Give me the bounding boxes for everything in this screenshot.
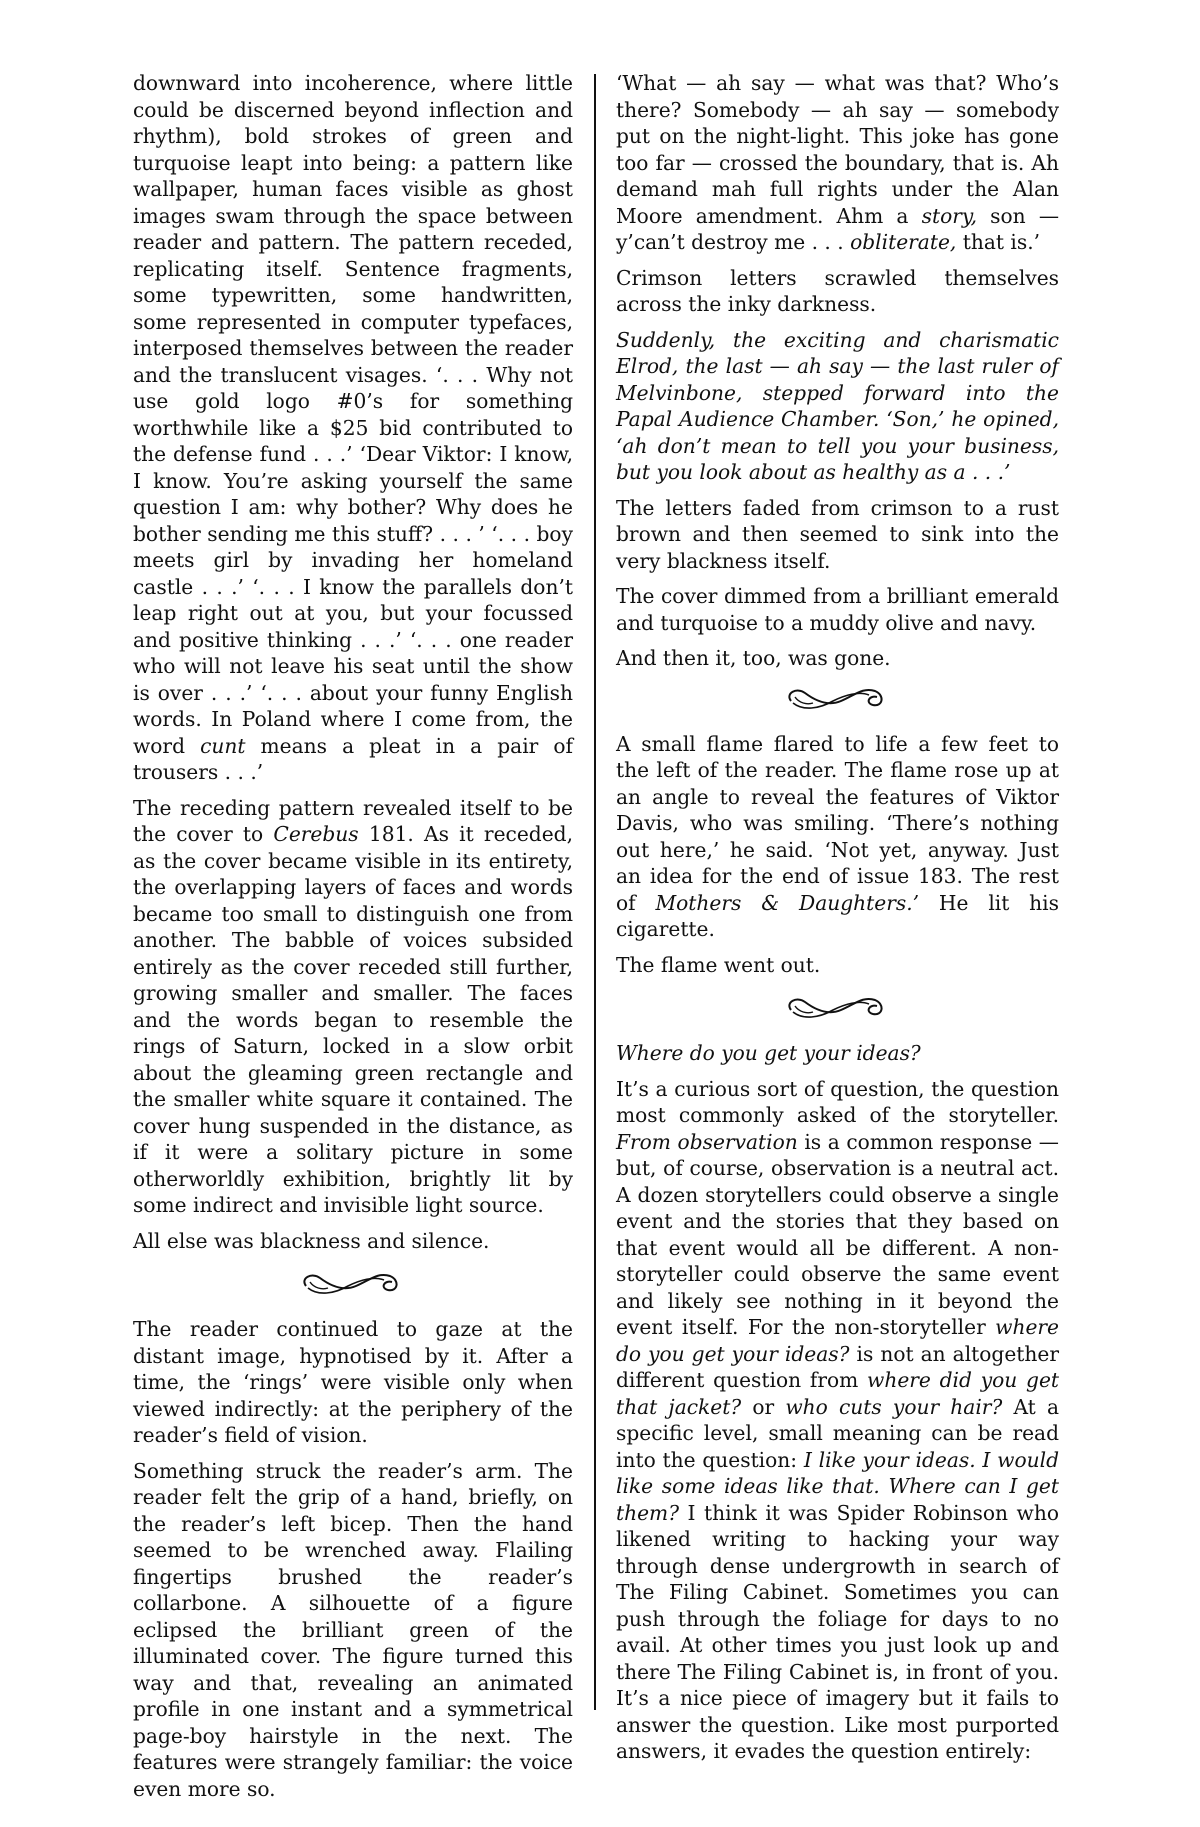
text-run: that is.’: [962, 230, 1041, 254]
text-run: He lit his cigarette.: [616, 890, 1059, 941]
text-run: At a specific level, small meaning can be read into the question:: [616, 1394, 1059, 1472]
left-column: [133, 70, 573, 1811]
italic-text: cunt: [200, 733, 246, 758]
text-run: 181. As it receded, as the cover became visible in its entirety, the overlapping layers of faces and words became too small to distinguish one from another. The babble of voices subsided entirely as the cover receded still further, growing smaller and smaller. The faces and the words began to resemble the rings of Saturn, locked in a slow orbit about the gleaming green rectangle and the smaller white square it contained. The cover hung suspended in the distance, as if it were a solitary picture in some otherworldly exhibition, brightly lit by some indirect and invisible light source.: [133, 822, 573, 1217]
text-run: downward into incoherence, where little could be discerned beyond inflection and rhythm), bold strokes of green and turquoise leapt into being: a pattern like wallpaper, human faces visible as ghost images swam through the space between reader and pattern. The pattern receded, replicating itself. Sentence fragments, some typewritten, some handwritten, some represented in computer typefaces, interposed themselves between the reader and the translucent visages. ‘. . . Why not use gold logo #0’s for something worthwhile like a $25 bid contributed to the defense fund . . .’ ‘Dear Viktor: I know, I know. You’re asking yourself the same question I am: why bother? Why does he bother sending me this stuff? . . . ’ ‘. . . boy meets girl by invading her homeland castle . . .’ ‘. . . I know the parallels don’t leap right out at you, but your focussed and positive thinking . . .’ ‘. . . one reader who will not leave his seat until the show is over . . .’ ‘. . . about your funny English words. In Poland where I come from, the word: [133, 71, 573, 758]
paragraph: [133, 795, 573, 1219]
paragraph: The reader continued to gaze at the distant image, hypnotised by it. After a time, the ‘rings’ were visible only when viewed indirectly: at the periphery of the reader’s field of vision.: [133, 1317, 573, 1447]
text-run: It’s a curious sort of question, the question most commonly asked of the storyteller.: [616, 1076, 1059, 1127]
text-run: is not an altogether different question from: [616, 1341, 1060, 1392]
text-run: ‘What — ah say — what was that? Who’s there? Somebody — ah say — somebody put on the night-light. This joke has gone too far — crossed the boundary, that is. Ah demand mah full rights under the Alan Moore amendment. Ahm a: [616, 71, 1059, 228]
paragraph: [133, 70, 573, 786]
column-divider: [594, 74, 596, 1710]
scroll-flourish-icon: [298, 1266, 408, 1300]
paragraph: The cover dimmed from a brilliant emerald and turquoise to a muddy olive and navy.: [616, 584, 1059, 635]
paragraph: [616, 70, 1059, 256]
section-question-heading: Where do you get your ideas?: [616, 1041, 921, 1065]
italic-text: where do you get your ideas?: [616, 1315, 1059, 1366]
paragraph: The flame went out.: [616, 952, 821, 977]
right-column: [616, 70, 1059, 1774]
text-run: A small flame flared to life a few feet to the left of the reader. The flame rose up at an angle to reveal the features of Viktor Davis, who was smiling. ‘There’s nothing out here,’ he said. ‘Not yet, anyway. Just an idea for the end of issue 183. The rest of: [616, 731, 1059, 915]
scroll-flourish-icon: [783, 681, 893, 715]
italic-text: where did you get that jacket?: [616, 1368, 1059, 1419]
italic-paragraph: [616, 327, 1059, 486]
text-run: I think it was Spider Robinson who likened writing to hacking your way through dense undergrowth in search of The Filing Cabinet. Sometimes you can push through the foliage for days to no avail. At other times you just look up and there The Filing Cabinet is, in front of you. It’s a nice piece of imagery but it fails to answer the question. Like most purported answers, it evades the question entirely:: [616, 1500, 1059, 1763]
text-run: The receding pattern revealed itself to be the cover to: [133, 795, 573, 846]
text-run: or: [752, 1394, 775, 1419]
paragraph: All else was blackness and silence.: [133, 1228, 490, 1253]
scroll-flourish-icon: [783, 990, 893, 1024]
paragraph: [616, 731, 1059, 943]
italic-text: story,: [921, 203, 978, 228]
italic-text: who cuts your hair?: [785, 1394, 1003, 1419]
paragraph: Crimson letters scrawled themselves across the inky darkness.: [616, 265, 1059, 316]
paragraph: The letters faded from crimson to a rust brown and then seemed to sink into the very blackness itself.: [616, 495, 1059, 573]
italic-text: Cerebus: [273, 822, 359, 846]
paragraph: And then it, too, was gone.: [616, 646, 891, 670]
paragraph: [616, 1076, 1059, 1765]
italic-text: Mothers & Daughters.’: [655, 890, 920, 915]
italic-text: obliterate,: [850, 230, 957, 254]
italic-text: I like your ideas. I would like some ideas like that. Where can I get them?: [616, 1447, 1059, 1525]
italic-text: Suddenly, the exciting and charismatic Elrod, the last — ah say — the last ruler of Melvinbone, stepped forward into the Papal Audience Chamber. ‘Son,’ he opined, ‘ah don’t mean to tell you your business, but you look about as healthy as a . . .’: [616, 327, 1059, 484]
italic-text: From observation: [616, 1129, 798, 1154]
text-run: son — y’can’t destroy me . . .: [616, 203, 1060, 254]
paragraph: Something struck the reader’s arm. The reader felt the grip of a hand, briefly, on the reader’s left bicep. Then the hand seemed to be wrenched away. Flailing fingertips brushed the reader’s collarbone. A silhouette of a figure eclipsed the brilliant green of the illuminated cover. The figure turned this way and that, revealing an animated profile in one instant and a symmetrical page-boy hairstyle in the next. The features were strangely familiar: the voice even more so.: [133, 1458, 573, 1801]
text-run: is a common response — but, of course, observation is a neutral act. A dozen storytellers could observe a single event and the stories that they based on that event would all be different. A non-storyteller could observe the same event and likely see nothing in it beyond the event itself. For the non-storyteller: [616, 1129, 1059, 1339]
text-run: means a pleat in a pair of trousers . . .’: [133, 733, 573, 784]
